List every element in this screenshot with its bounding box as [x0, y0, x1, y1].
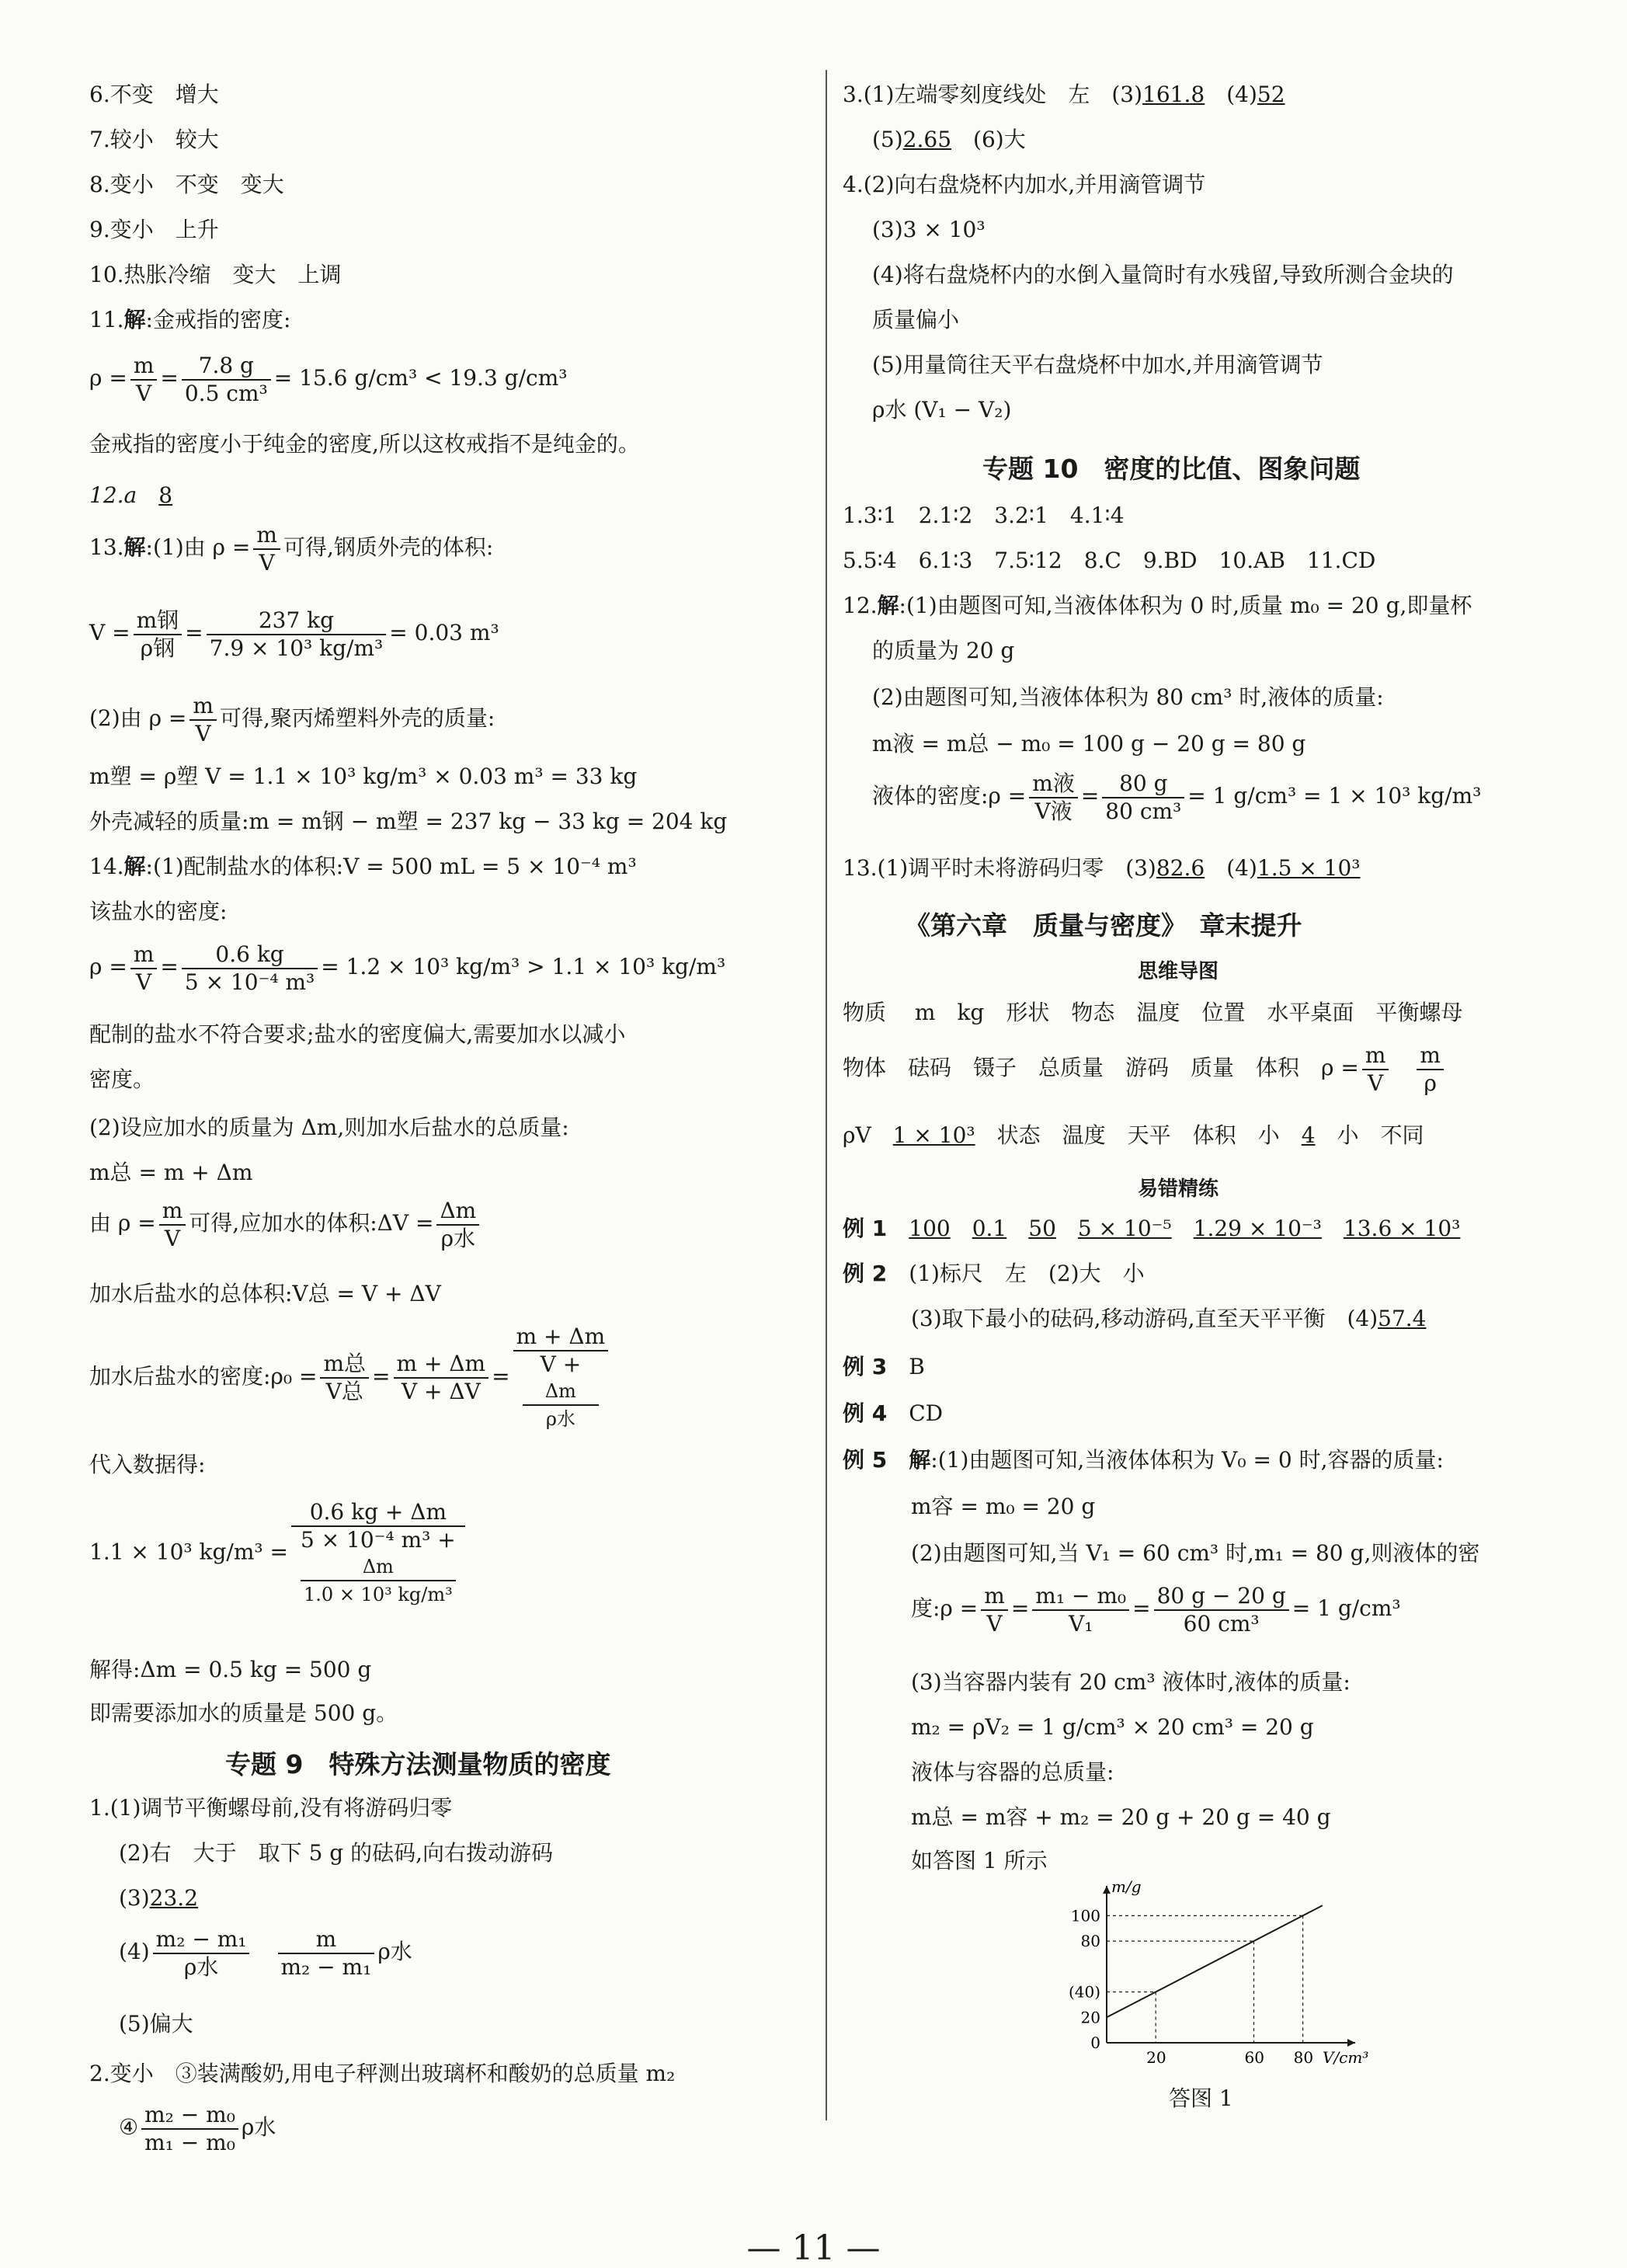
answer-11-heading: 11.解:金戒指的密度:: [89, 307, 291, 332]
answer-14-heading: 14.解:(1)配制盐水的体积:V = 500 mL = 5 × 10⁻⁴ m³: [89, 854, 637, 879]
answer-14-text: 配制的盐水不符合要求;盐水的密度偏大,需要加水以减小: [89, 1021, 626, 1047]
answer-14-text: 即需要添加水的质量是 500 g。: [89, 1700, 398, 1726]
y-tick-label: 20: [1080, 2008, 1100, 2027]
answer-12: 12.a 8: [89, 482, 173, 508]
y-axis-label: m/g: [1111, 1877, 1142, 1896]
answer-11-equation: ρ = $\frac{m}{V}$ = $\frac{7.8 g}{\text{0.5 cm³}}$ = 15.6 g/cm³ < 19.3 g/cm³: [89, 352, 568, 406]
s9-answer-2: 2.变小 ③装满酸奶,用电子秤测出玻璃杯和酸奶的总质量 m₂: [89, 2061, 676, 2086]
y-axis-arrow: [1103, 1886, 1111, 1894]
example-5: m总 = m容 + m₂ = 20 g + 20 g = 40 g: [911, 1804, 1331, 1830]
answer-4: (4)将右盘烧杯内的水倒入量筒时有水残留,导致所测合金块的: [872, 262, 1454, 287]
s9-answer-1: (5)偏大: [119, 2011, 193, 2037]
example-5-eq: 度:ρ = $\frac{m}{V}$ = $\frac{\text{m₁ − m₀}}{\text{V₁}}$ = $\frac{80 g - 20 g}{\text{60 cm³}}$ = 1 g/cm³: [911, 1582, 1401, 1637]
example-4: 例 4 CD: [843, 1400, 944, 1426]
s9-answer-2: ④ $\frac{\text{m₂ − m₀}}{\text{m₁ − m₀}}$ ρ水: [119, 2101, 276, 2155]
answer-14-eq1: ρ = $\frac{m}{V}$ = $\frac{0.6 kg}{\text{5 × 10⁻⁴ m³}}$ = 1.2 × 10³ kg/m³ > 1.1 × 10³ kg/m³: [89, 941, 726, 995]
example-5: 液体与容器的总质量:: [911, 1759, 1114, 1785]
answer-13-eq1: V = $\frac{\text{m钢}}{\text{ρ钢}}$ = $\frac{237 kg}{\text{7.9 × 10³ kg/m³}}$ = 0.03 m³: [89, 607, 499, 661]
answer-14-eq3: 加水后盐水的密度:ρ₀ = $\frac{\text{m总}}{\text{V总}}$ = $\frac{m + \Delta m}{V + \Delta V}$ = m + Δm V + Δm ρ水: [89, 1324, 611, 1432]
answer-4: ρ水 (V₁ − V₂): [872, 397, 1012, 423]
answer-14-text: 代入数据得:: [89, 1452, 206, 1477]
answer-4: 质量偏小: [872, 307, 960, 332]
s9-answer-1: 1.(1)调节平衡螺母前,没有将游码归零: [89, 1795, 453, 1821]
x-tick-label: 60: [1244, 2048, 1264, 2067]
answer-13-eq2: m塑 = ρ塑 V = 1.1 × 10³ kg/m³ × 0.03 m³ = 33 kg: [89, 764, 638, 789]
answer-13-heading: 13.解:(1)由 ρ = $\frac{m}{V}$ 可得,钢质外壳的体积:: [89, 521, 494, 576]
answer-14-eq4: 1.1 × 10³ kg/m³ = 0.6 kg + Δm 5 × 10⁻⁴ m³ + Δm 1.0 × 10³ kg/m³: [89, 1499, 468, 1608]
answer-3: (5)2.65 (6)大: [872, 127, 1026, 152]
mind-map-answers: ρV 1 × 10³ 状态 温度 天平 体积 小 4 小 不同: [843, 1122, 1424, 1148]
answer-13-part2: (2)由 ρ = $\frac{m}{V}$ 可得,聚丙烯塑料外壳的质量:: [89, 692, 495, 746]
answer-4: (3)3 × 10³: [872, 217, 986, 242]
mind-map-answers: 物质 m kg 形状 物态 温度 位置 水平桌面 平衡螺母: [843, 1000, 1463, 1025]
x-axis-label: V/cm³: [1323, 2048, 1369, 2067]
answer-4: 4.(2)向右盘烧杯内加水,并用滴管调节: [843, 172, 1206, 197]
x-axis-arrow: [1347, 2039, 1355, 2047]
answer-11-conclusion: 金戒指的密度小于纯金的密度,所以这枚戒指不是纯金的。: [89, 431, 640, 457]
answer-14-text: 加水后盐水的总体积:V总 = V + ΔV: [89, 1281, 441, 1306]
y-tick-label: 0: [1090, 2033, 1100, 2052]
s10-answer-12: m液 = m总 − m₀ = 100 g − 20 g = 80 g: [872, 731, 1306, 757]
y-tick-label: 100: [1070, 1906, 1100, 1925]
error-practice-heading: 易错精练: [1138, 1177, 1219, 1201]
y-tick-label: 80: [1080, 1932, 1100, 1951]
section-heading-9: 专题 9 特殊方法测量物质的密度: [225, 1749, 611, 1779]
answer-14-text: 密度。: [89, 1066, 155, 1092]
y-tick-label: (40): [1068, 1982, 1100, 2002]
example-2: 例 2 (1)标尺 左 (2)大 小: [843, 1261, 1145, 1286]
answer-14-text: m总 = m + Δm: [89, 1160, 253, 1185]
answer-4: (5)用量筒往天平右盘烧杯中加水,并用滴管调节: [872, 352, 1323, 377]
answer-10: 10.热胀冷缩 变大 上调: [89, 262, 342, 287]
answer-6: 6.不变 增大: [89, 82, 219, 107]
mind-map-answers: 物体 砝码 镊子 总质量 游码 质量 体积 ρ = $\frac{m}{V}$ $\frac{m}{\rho}$: [843, 1041, 1447, 1097]
s10-answer-12: 12.解:(1)由题图可知,当液体体积为 0 时,质量 m₀ = 20 g,即量杯: [843, 593, 1472, 618]
figure-caption: 答图 1: [1169, 2085, 1233, 2111]
s9-answer-1: (2)右 大于 取下 5 g 的砝码,向右拨动游码: [119, 1840, 554, 1866]
example-5: m容 = m₀ = 20 g: [911, 1494, 1096, 1519]
example-5: m₂ = ρV₂ = 1 g/cm³ × 20 cm³ = 20 g: [911, 1714, 1314, 1740]
page-number: — 11 —: [746, 2228, 881, 2268]
example-1: 例 1 100 0.1 50 5 × 10⁻⁵ 1.29 × 10⁻³ 13.6 × 10³: [843, 1216, 1461, 1241]
s9-answer-1: (3)23.2: [119, 1885, 199, 1911]
x-tick-label: 20: [1146, 2048, 1166, 2067]
s10-answers: 5.5∶4 6.1∶3 7.5∶12 8.C 9.BD 10.AB 11.CD: [843, 548, 1376, 573]
answer-9: 9.变小 上升: [89, 217, 219, 242]
section-heading-10: 专题 10 密度的比值、图象问题: [982, 454, 1361, 484]
answer-14-text: (2)设应加水的质量为 Δm,则加水后盐水的总质量:: [89, 1115, 569, 1140]
s10-answer-13: 13.(1)调平时未将游码归零 (3)82.6 (4)1.5 × 10³: [843, 855, 1361, 881]
example-3: 例 3 B: [843, 1354, 925, 1379]
answer-14-text: 该盐水的密度:: [89, 899, 228, 924]
example-5: (2)由题图可知,当 V₁ = 60 cm³ 时,m₁ = 80 g,则液体的密: [911, 1540, 1480, 1566]
s9-answer-1: (4) $\frac{\text{m₂ − m₁}}{\text{ρ水}}$ $\frac{m}{\text{m₂ − m₁}}$ ρ水: [119, 1925, 412, 1980]
example-5: (3)当容器内装有 20 cm³ 液体时,液体的质量:: [911, 1669, 1351, 1695]
s10-answer-12-eq: 液体的密度:ρ = $\frac{\text{m液}}{\text{V液}}$ = $\frac{80 g}{\text{80 cm³}}$ = 1 g/cm³ = 1 × 10³ kg/m³: [872, 770, 1482, 824]
answer-14-eq2: 由 ρ = $\frac{m}{V}$ 可得,应加水的体积:ΔV = $\frac{\Delta m}{\text{ρ水}}$: [89, 1196, 482, 1252]
answer-8: 8.变小 不变 变大: [89, 172, 284, 197]
answer-13-eq3: 外壳减轻的质量:m = m钢 − m塑 = 237 kg − 33 kg = 204 kg: [89, 809, 728, 834]
answer-7: 7.较小 较大: [89, 127, 219, 152]
answer-14-text: 解得:Δm = 0.5 kg = 500 g: [89, 1657, 372, 1682]
example-5: 例 5 解:(1)由题图可知,当液体体积为 V₀ = 0 时,容器的质量:: [843, 1447, 1444, 1473]
x-tick-label: 80: [1293, 2048, 1314, 2067]
s10-answers: 1.3∶1 2.1∶2 3.2∶1 4.1∶4: [843, 503, 1125, 528]
series-line: [1107, 1905, 1323, 2017]
column-divider: [826, 70, 827, 2120]
mind-map-heading: 思维导图: [1138, 960, 1219, 983]
chapter-heading: 《第六章 质量与密度》 章末提升: [905, 910, 1302, 941]
s10-answer-12: (2)由题图可知,当液体体积为 80 cm³ 时,液体的质量:: [872, 684, 1384, 710]
example-2: (3)取下最小的砝码,移动游码,直至天平平衡 (4)57.4: [911, 1306, 1427, 1331]
answer-3: 3.(1)左端零刻度线处 左 (3)161.8 (4)52: [843, 82, 1285, 107]
mv-chart: [1060, 1877, 1371, 2074]
s10-answer-12: 的质量为 20 g: [872, 638, 1015, 663]
example-5: 如答图 1 所示: [911, 1848, 1048, 1873]
